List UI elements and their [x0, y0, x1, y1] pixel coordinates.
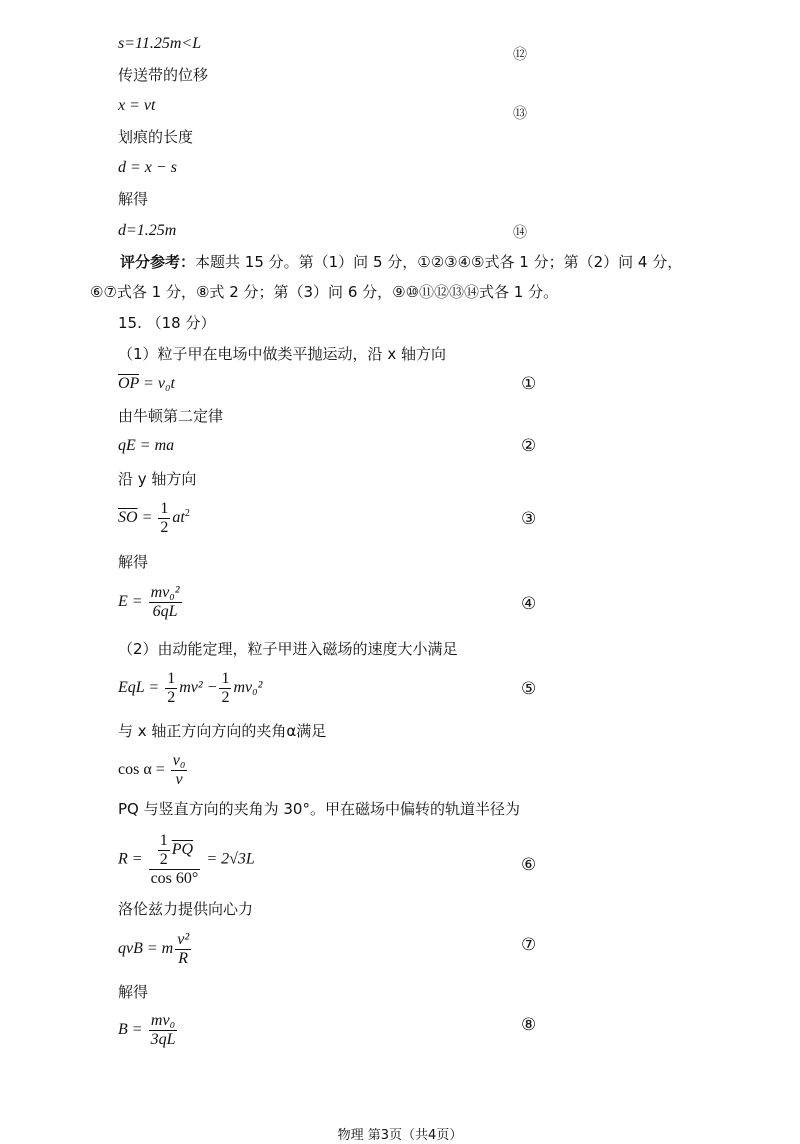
s-value-text: s=11.25m<L — [118, 35, 202, 52]
mark-length-text: 划痕的长度 — [118, 128, 194, 146]
so-lhs: $\overline{SO}$ — [118, 509, 138, 527]
eq-number-14: ⑭ — [513, 225, 527, 241]
eq-number-1: ① — [521, 374, 537, 394]
r-rhs: = 2√3L — [202, 850, 255, 868]
eql-term-2: mv₀² — [233, 679, 263, 697]
qvb-fraction — [175, 931, 191, 968]
scoring-text-1: 本题共 15 分。第（1）问 5 分，①②③④⑤式各 1 分；第（2）问 4 分， — [195, 253, 683, 271]
qvb-lhs: qvB = m — [118, 940, 174, 958]
eq-number-2: ② — [521, 436, 537, 456]
eql-half-2-num: 1 — [221, 670, 230, 687]
qvb-den: R — [178, 950, 189, 967]
eql-half-2 — [219, 670, 231, 707]
belt-displacement-text: 传送带的位移 — [118, 66, 209, 84]
qvb-num: v² — [177, 931, 190, 948]
so-rhs: at — [172, 509, 185, 527]
r-half-num: 1 — [159, 832, 168, 849]
eq-e — [0, 580, 800, 630]
d-eq-text: d = x − s — [118, 159, 177, 176]
newton-law-text: 由牛顿第二定律 — [118, 407, 224, 425]
op-rhs: = v₀t — [139, 375, 175, 392]
eq-so — [0, 492, 800, 544]
eq-number-4: ④ — [521, 594, 537, 614]
half-den: 2 — [160, 519, 169, 536]
solve-text-1: 解得 — [118, 190, 149, 208]
e-den: 6qL — [152, 603, 178, 620]
solve-text-2: 解得 — [118, 553, 149, 571]
eql-lhs: EqL = — [118, 679, 164, 697]
lorentz-text: 洛伦兹力提供向心力 — [118, 900, 254, 918]
eql-half-2-den: 2 — [221, 689, 230, 706]
cos-fraction — [171, 752, 188, 789]
eq-number-3: ③ — [521, 509, 537, 529]
r-inner-half — [158, 832, 170, 869]
eql-term-1: mv² − — [179, 679, 218, 697]
solve-text-3: 解得 — [118, 983, 149, 1001]
r-half-den: 2 — [159, 851, 168, 868]
eq-number-6: ⑥ — [521, 855, 537, 875]
pq-intro-text: PQ 与竖直方向的夹角为 30°。甲在磁场中偏转的轨道半径为 — [118, 800, 520, 818]
e-num: mv₀² — [150, 584, 180, 601]
eq-number-12: ⑫ — [513, 47, 527, 63]
d-value-text: d=1.25m — [118, 222, 177, 239]
e-fraction — [149, 584, 182, 621]
part2-intro-text: （2）由动能定理，粒子甲进入磁场的速度大小满足 — [118, 640, 458, 658]
r-den: cos 60° — [150, 870, 199, 887]
x-eq-text: x = vt — [118, 97, 156, 114]
so-exp: 2 — [184, 507, 190, 519]
page-footer: 物理 第3页（共4页） — [337, 1128, 463, 1143]
eq-number-13: ⑬ — [513, 106, 527, 122]
so-mid: = — [137, 509, 157, 527]
eql-half-1 — [165, 670, 177, 707]
eql-half-1-den: 2 — [167, 689, 176, 706]
scoring-label: 评分参考： — [120, 253, 196, 271]
eql-half-1-num: 1 — [167, 670, 176, 687]
eq-number-5: ⑤ — [521, 679, 537, 699]
eq-qvb — [0, 926, 800, 974]
scoring-text-2: ⑥⑦式各 1 分，⑧式 2 分；第（3）问 6 分，⑨⑩⑪⑫⑬⑭式各 1 分。 — [90, 283, 559, 301]
eq-number-8: ⑧ — [521, 1015, 537, 1035]
half-num: 1 — [160, 500, 169, 517]
b-fraction — [149, 1012, 178, 1049]
r-lhs: R = — [118, 850, 147, 868]
y-direction-text: 沿 y 轴方向 — [118, 470, 197, 488]
cos-num: v₀ — [172, 752, 186, 769]
angle-intro-text: 与 x 轴正方向方向的夹角α满足 — [118, 722, 327, 740]
b-num: mv₀ — [149, 1012, 178, 1031]
question-15-text: 15. （18 分） — [118, 314, 216, 332]
eq-number-7: ⑦ — [521, 935, 537, 955]
cos-lhs: cos α = — [118, 761, 169, 779]
half-fraction — [158, 500, 170, 537]
eq-cos — [0, 748, 800, 794]
eq-r — [0, 826, 800, 892]
r-pq: $\overline{PQ}$ — [171, 841, 194, 859]
r-fraction — [149, 832, 201, 888]
e-lhs: E = — [118, 593, 147, 611]
qe-eq-text: qE = ma — [118, 437, 175, 454]
b-lhs: B = — [118, 1021, 147, 1039]
eq-b — [0, 1008, 800, 1056]
op-lhs: $\overline{OP}$ — [118, 375, 140, 392]
eq-energy — [0, 665, 800, 713]
b-den: 3qL — [150, 1031, 176, 1048]
cos-den: v — [175, 771, 183, 788]
part1-intro-text: （1）粒子甲在电场中做类平抛运动，沿 x 轴方向 — [118, 345, 446, 363]
